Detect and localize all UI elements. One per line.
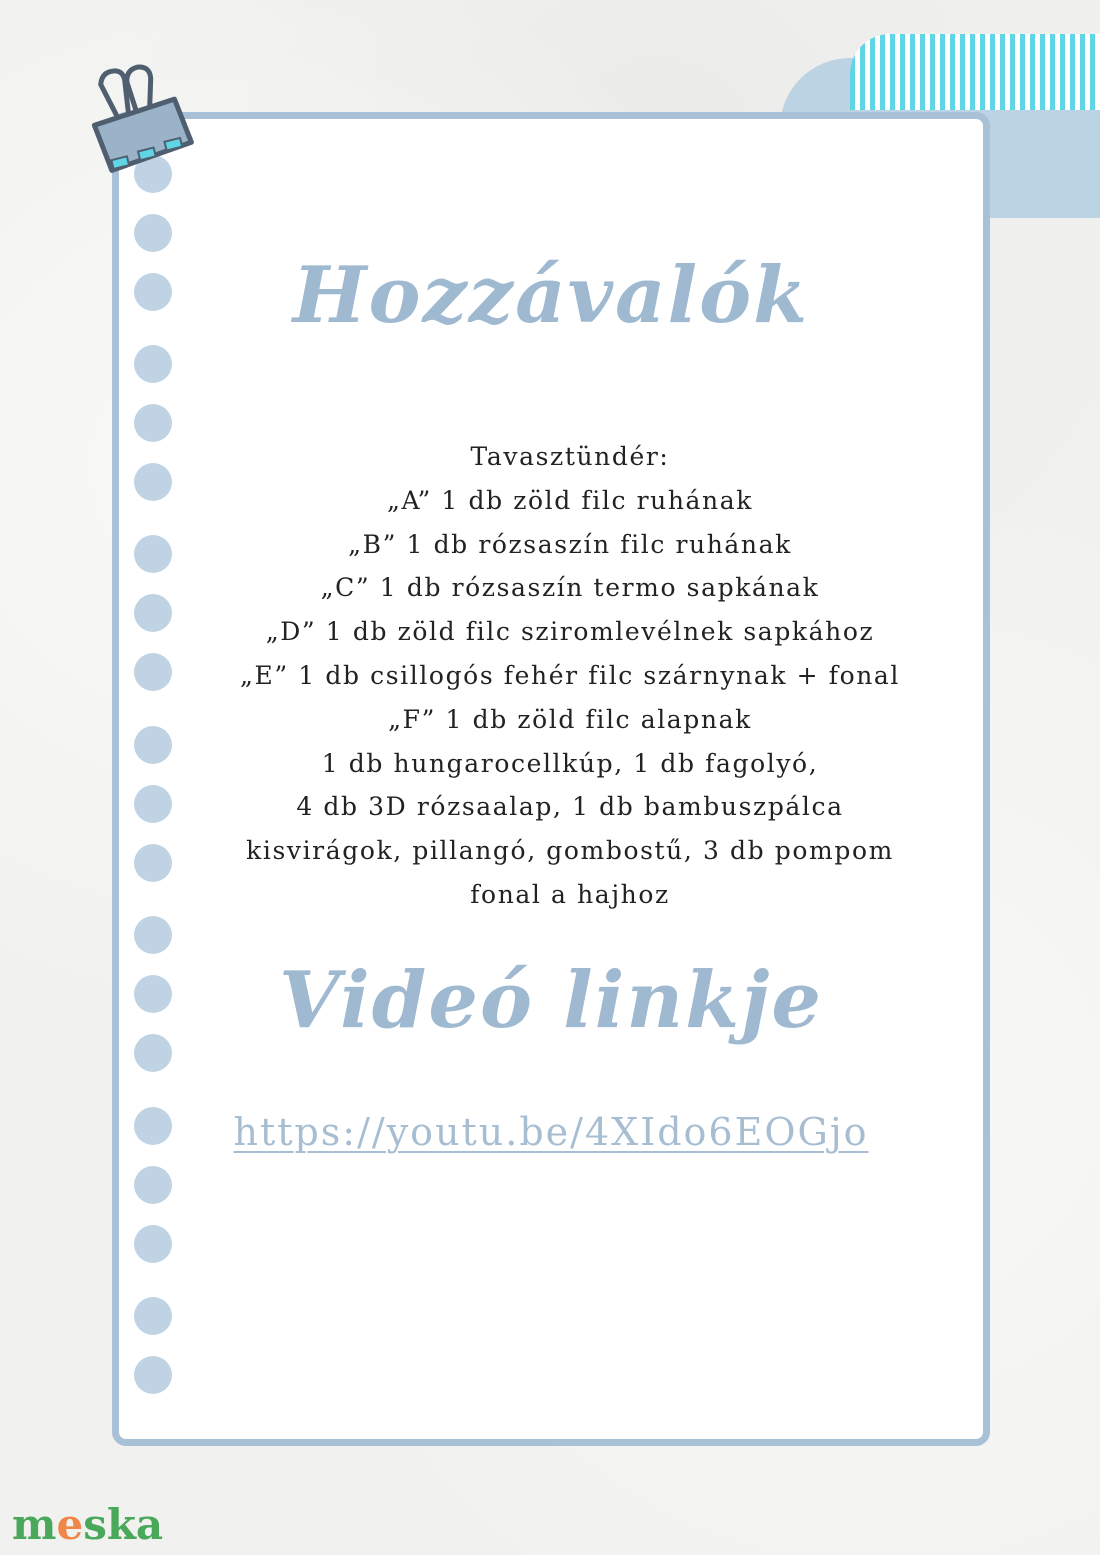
ingredients-line: 1 db hungarocellkúp, 1 db fagolyó, <box>321 748 819 778</box>
ingredients-list <box>190 435 950 917</box>
logo-letters-rest: ska <box>83 1500 164 1549</box>
notebook-hole <box>134 1166 172 1204</box>
notebook-hole <box>134 726 172 764</box>
notebook-hole <box>134 535 172 573</box>
notebook-hole <box>134 345 172 383</box>
notebook-hole <box>134 785 172 823</box>
ingredients-line: fonal a hajhoz <box>470 879 670 909</box>
video-heading: Videó linkje <box>279 955 823 1046</box>
logo-letter-m: m <box>12 1500 57 1549</box>
corner-decoration-stripes <box>850 34 1100 110</box>
ingredients-line: „D” 1 db zöld filc sziromlevélnek sapkához <box>265 617 875 647</box>
ingredients-line: kisvirágok, pillangó, gombostű, 3 db pompom <box>246 836 894 866</box>
notebook-hole <box>134 463 172 501</box>
notebook-hole <box>134 1356 172 1394</box>
binder-clip-icon <box>80 58 200 178</box>
notebook-hole <box>134 916 172 954</box>
notebook-hole <box>134 404 172 442</box>
notebook-hole <box>134 844 172 882</box>
ingredients-line: 4 db 3D rózsaalap, 1 db bambuszpálca <box>296 792 844 822</box>
notebook-hole <box>134 214 172 252</box>
video-link[interactable]: https://youtu.be/4XIdo6EOGjo <box>233 1110 869 1154</box>
notebook-hole <box>134 1225 172 1263</box>
ingredients-line: „B” 1 db rózsaszín filc ruhának <box>348 529 792 559</box>
ingredients-line: „E” 1 db csillogós fehér filc szárnynak + fonal <box>239 660 901 690</box>
logo-letter-e: e <box>56 1500 84 1549</box>
ingredients-line: „F” 1 db zöld filc alapnak <box>388 704 752 734</box>
meska-logo <box>12 1500 163 1549</box>
notebook-hole <box>134 653 172 691</box>
ingredients-line: „A” 1 db zöld filc ruhának <box>386 485 754 515</box>
notebook-hole <box>134 1297 172 1335</box>
ingredients-heading: Hozzávalók <box>292 250 810 341</box>
ingredients-line: Tavasztündér: <box>470 442 670 471</box>
ingredients-line: „C” 1 db rózsaszín termo sapkának <box>320 573 820 603</box>
notebook-hole <box>134 594 172 632</box>
